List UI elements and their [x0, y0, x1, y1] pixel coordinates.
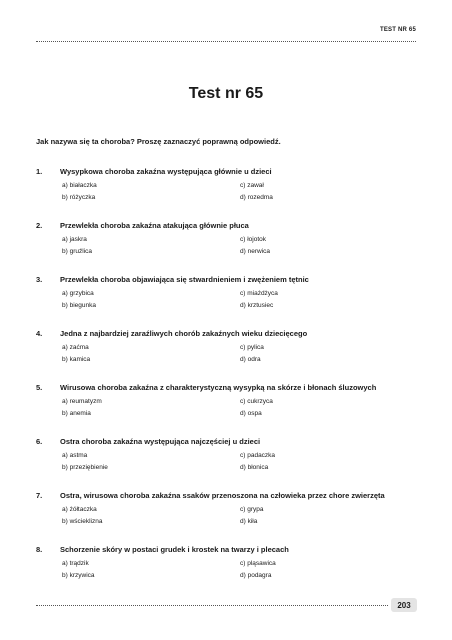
question-5	[36, 383, 416, 437]
answer-option-a[interactable]: a) trądzik	[62, 560, 89, 567]
answer-options	[62, 506, 416, 526]
question-text: Ostra, wirusowa choroba zakaźna ssaków przenoszona na człowieka przez chore zwierzęta	[60, 491, 385, 500]
answer-options	[62, 344, 416, 364]
question-number: 3.	[36, 275, 43, 284]
answer-option-a[interactable]: a) żółtaczka	[62, 506, 97, 513]
top-dotted-divider	[36, 41, 416, 42]
answer-option-b[interactable]: b) kamica	[62, 356, 91, 363]
answer-option-b[interactable]: b) gruźlica	[62, 248, 92, 255]
answer-option-c[interactable]: c) cukrzyca	[240, 398, 273, 405]
answer-option-c[interactable]: c) pylica	[240, 344, 264, 351]
answer-option-d[interactable]: d) kiła	[240, 518, 258, 525]
page-number: 203	[391, 598, 417, 612]
answer-option-d[interactable]: d) podagra	[240, 572, 272, 579]
question-2	[36, 221, 416, 275]
instruction-text: Jak nazywa się ta choroba? Proszę zaznaczyć poprawną odpowiedź.	[36, 137, 281, 146]
question-text: Schorzenie skóry w postaci grudek i krostek na twarzy i plecach	[60, 545, 289, 554]
answer-options	[62, 452, 416, 472]
bottom-dotted-divider	[36, 605, 388, 606]
question-list	[36, 167, 416, 599]
question-text: Jedna z najbardziej zaraźliwych chorób zakaźnych wieku dziecięcego	[60, 329, 308, 338]
answer-option-a[interactable]: a) jaskra	[62, 236, 87, 243]
answer-option-a[interactable]: a) astma	[62, 452, 88, 459]
answer-option-b[interactable]: b) anemia	[62, 410, 91, 417]
answer-option-d[interactable]: d) rozedma	[240, 194, 273, 201]
answer-option-d[interactable]: d) nerwica	[240, 248, 270, 255]
answer-option-b[interactable]: b) wścieklizna	[62, 518, 103, 525]
answer-option-d[interactable]: d) ospa	[240, 410, 262, 417]
answer-options	[62, 236, 416, 256]
question-number: 6.	[36, 437, 43, 446]
question-8	[36, 545, 416, 599]
answer-option-c[interactable]: c) grypa	[240, 506, 264, 513]
question-7	[36, 491, 416, 545]
answer-option-d[interactable]: d) krztusiec	[240, 302, 274, 309]
answer-options	[62, 560, 416, 580]
answer-option-a[interactable]: a) grzybica	[62, 290, 94, 297]
answer-option-c[interactable]: c) padaczka	[240, 452, 276, 459]
page-title: Test nr 65	[188, 85, 264, 102]
question-1	[36, 167, 416, 221]
answer-option-b[interactable]: b) krzywica	[62, 572, 95, 579]
question-text: Wirusowa choroba zakaźna z charakterystyczną wysypką na skórze i błonach śluzowych	[60, 383, 377, 392]
question-text: Przewlekła choroba zakaźna atakująca głównie płuca	[60, 221, 249, 230]
question-number: 1.	[36, 167, 43, 176]
question-number: 4.	[36, 329, 43, 338]
answer-option-c[interactable]: c) łojotok	[240, 236, 267, 243]
answer-option-a[interactable]: a) białaczka	[62, 182, 97, 189]
answer-options	[62, 182, 416, 202]
question-number: 7.	[36, 491, 43, 500]
answer-option-c[interactable]: c) zawał	[240, 182, 264, 189]
answer-option-a[interactable]: a) zaćma	[62, 344, 89, 351]
answer-option-a[interactable]: a) reumatyzm	[62, 398, 102, 405]
question-3	[36, 275, 416, 329]
running-header: TEST NR 65	[379, 27, 416, 33]
answer-option-c[interactable]: c) pląsawica	[240, 560, 276, 567]
question-number: 8.	[36, 545, 43, 554]
question-number: 2.	[36, 221, 43, 230]
question-6	[36, 437, 416, 491]
answer-option-c[interactable]: c) miażdżyca	[240, 290, 278, 297]
answer-options	[62, 290, 416, 310]
question-4	[36, 329, 416, 383]
question-text: Wysypkowa choroba zakaźna występująca głównie u dzieci	[60, 167, 272, 176]
answer-option-d[interactable]: d) błonica	[240, 464, 269, 471]
question-text: Ostra choroba zakaźna występująca najczęściej u dzieci	[60, 437, 261, 446]
answer-option-b[interactable]: b) przeziębienie	[62, 464, 108, 471]
answer-option-d[interactable]: d) odra	[240, 356, 261, 363]
answer-options	[62, 398, 416, 418]
question-number: 5.	[36, 383, 43, 392]
answer-option-b[interactable]: b) biegunka	[62, 302, 96, 309]
question-text: Przewlekła choroba objawiająca się stwardnieniem i zwężeniem tętnic	[60, 275, 309, 284]
answer-option-b[interactable]: b) różyczka	[62, 194, 96, 201]
